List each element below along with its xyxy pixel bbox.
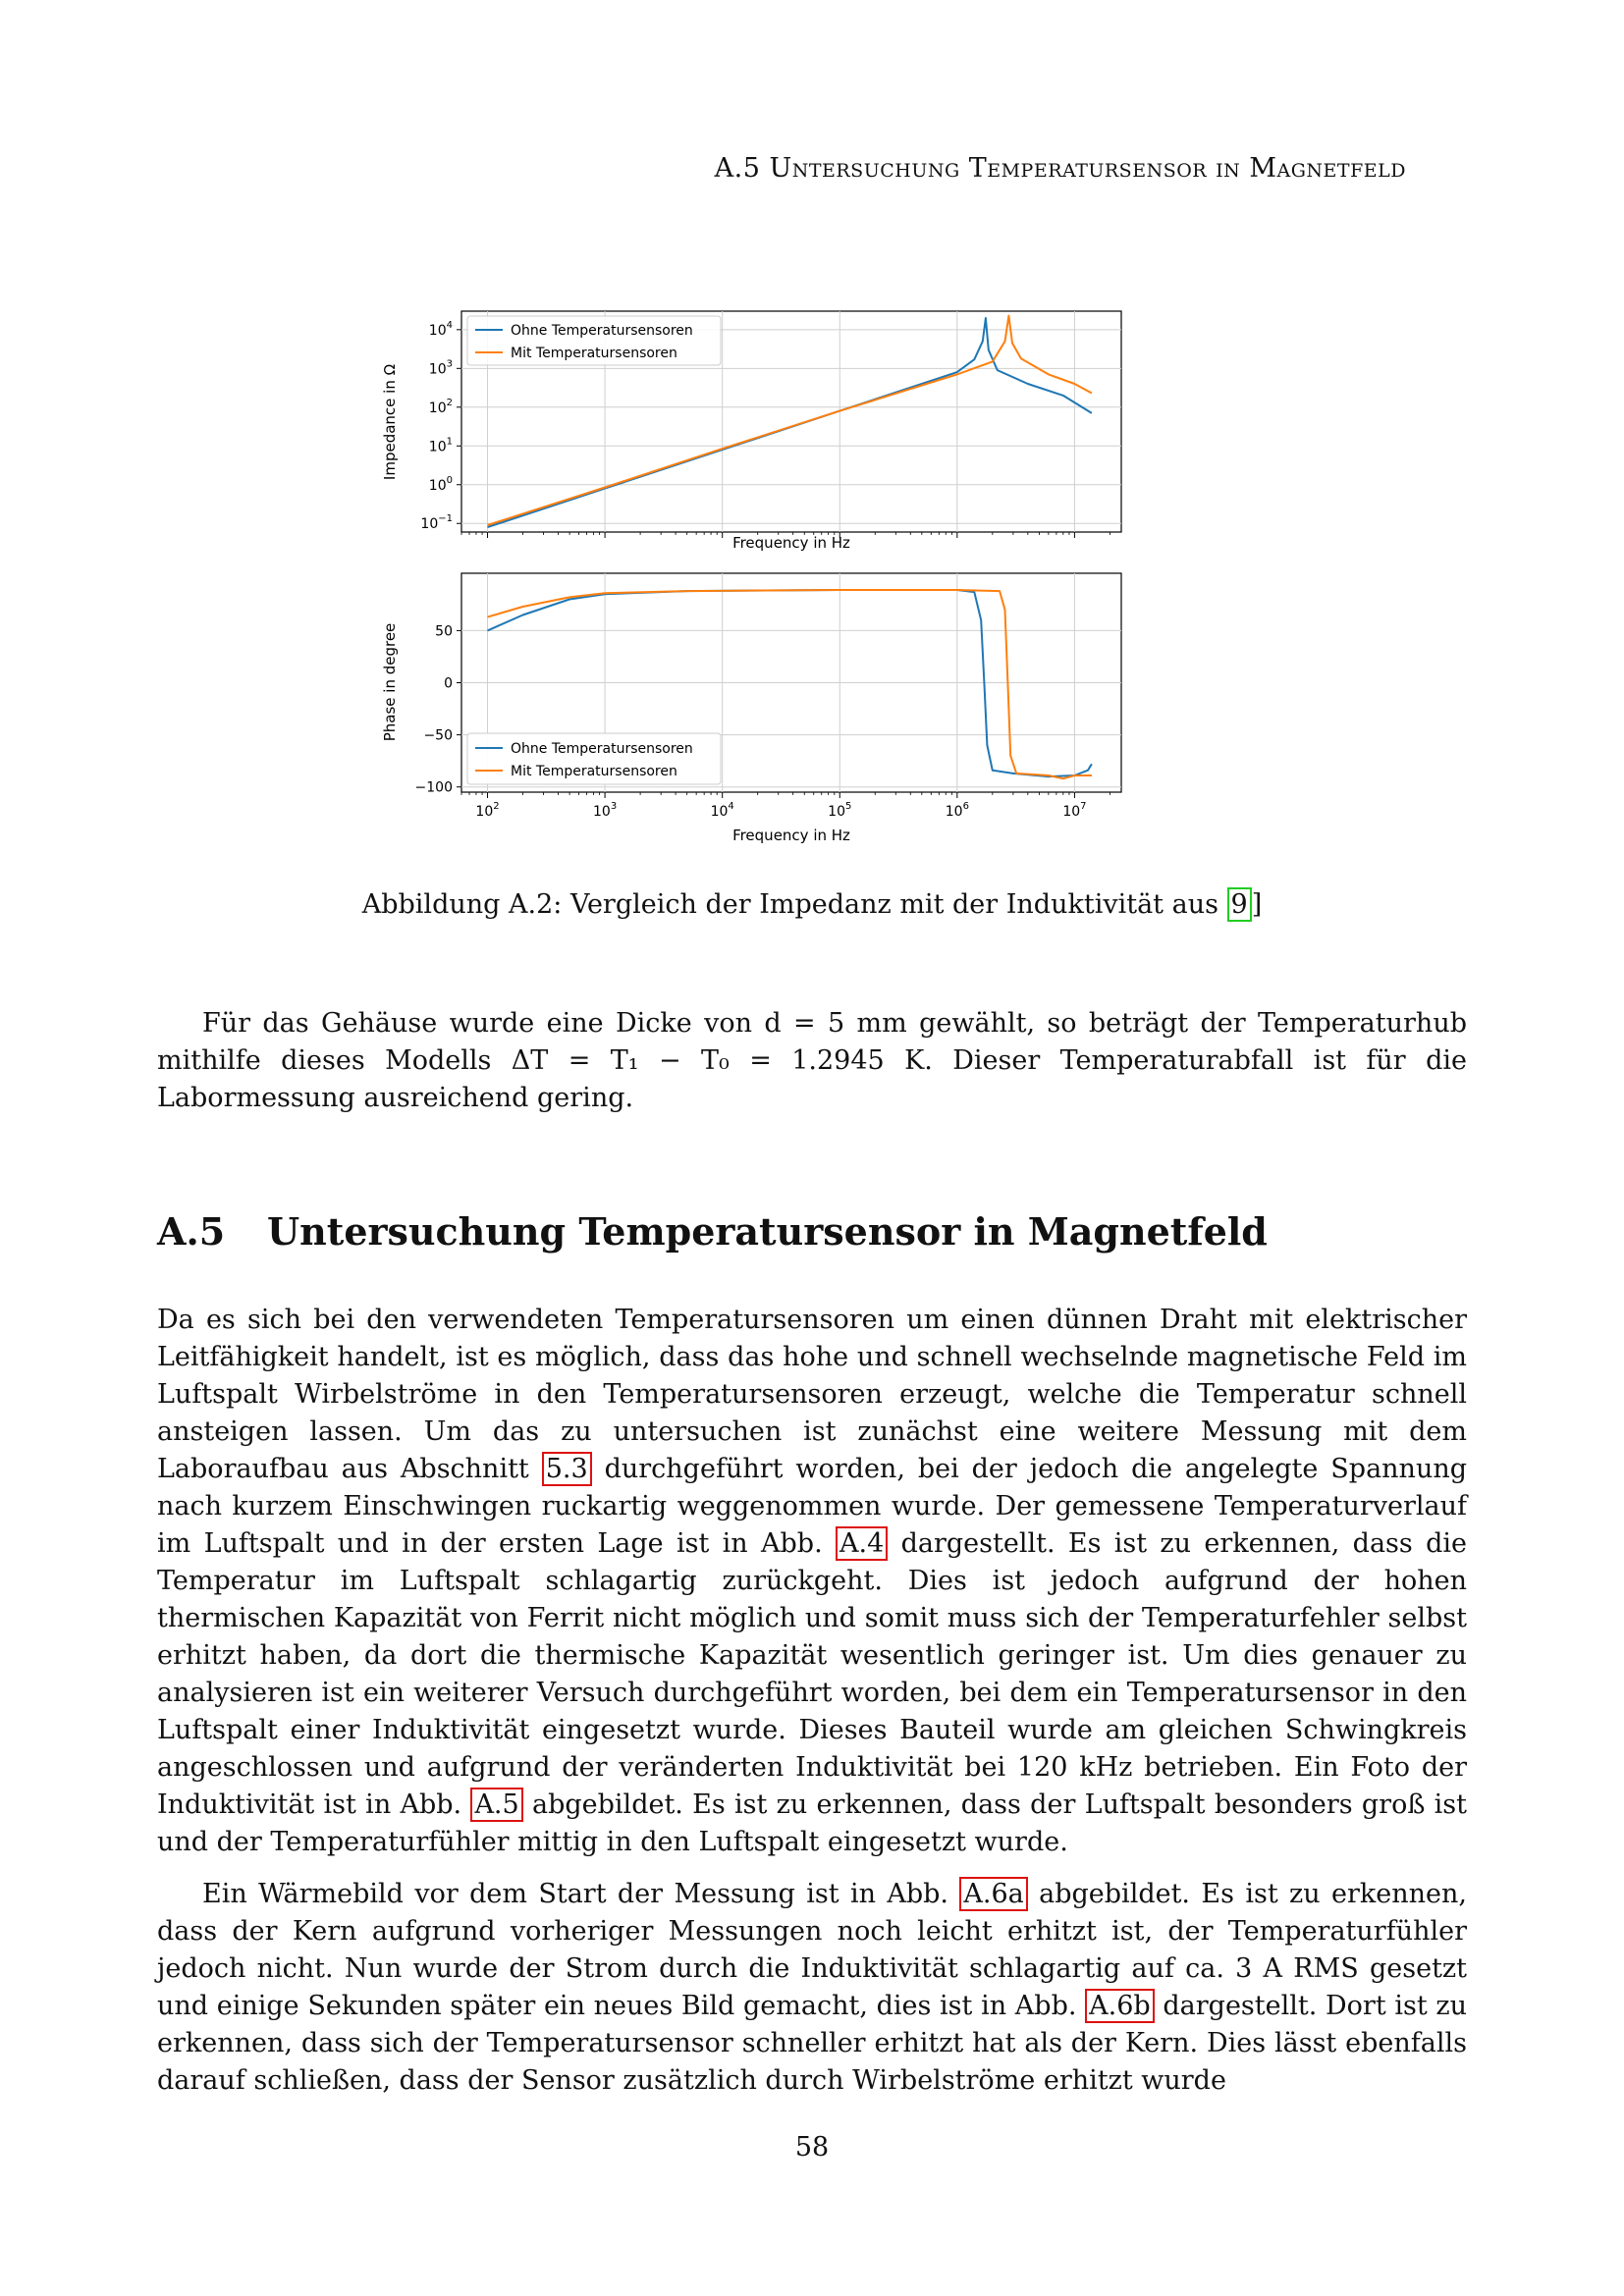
phase-panel [381, 573, 1121, 844]
legend-label-mit: Mit Temperatursensoren [511, 764, 677, 779]
phase-x-tick-label: $10^6$ [945, 801, 969, 820]
text-run: Da es sich bei den verwendeten Temperatursensoren um einen dünnen Draht mit elektrischer Leitfähigkeit handelt, ist es möglich, dass das hohe und schnell wechselnde magnetische Feld im Luftspalt Wirbelströme in den Temperatursensoren erzeugt, welche die Temperatur schnell ansteigen lassen. Um das zu untersuchen ist zunächst eine weitere Messung mit dem Laboraufbau aus Abschnitt [157, 1305, 1467, 1484]
phase-x-tick-label: $10^7$ [1062, 801, 1087, 820]
caption-text: Abbildung A.2: Vergleich der Impedanz mit der Induktivität aus [361, 889, 1227, 920]
impedance-y-tick-label: $10^{-1}$ [420, 513, 453, 533]
phase-legend [467, 733, 721, 784]
bode-plot-svg [367, 299, 1133, 854]
impedance-panel [381, 311, 1121, 552]
ref-link-fig-a5[interactable]: A.5 [470, 1788, 522, 1822]
impedance-ylabel: Impedance in Ω [381, 363, 399, 481]
phase-x-tick-label: $10^3$ [593, 801, 618, 820]
section-heading [157, 1209, 1268, 1254]
impedance-y-ticks [420, 320, 461, 532]
ref-link-fig-a6a[interactable]: A.6a [959, 1877, 1027, 1911]
figure-impedance-phase [367, 299, 1133, 854]
section-title: Untersuchung Temperatursensor in Magnetfeld [267, 1209, 1268, 1254]
legend-label-ohne: Ohne Temperatursensoren [511, 323, 693, 339]
impedance-y-tick-label: $10^3$ [428, 358, 453, 378]
impedance-xlabel: Frequency in Hz [732, 534, 850, 552]
text-run: abgebildet. Es ist zu erkennen, dass der Luftspalt besonders groß ist und der Temperaturfühler mittig in den Luftspalt eingesetzt wurde. [157, 1789, 1468, 1857]
phase-xlabel: Frequency in Hz [732, 827, 850, 844]
text-run: abgebildet. Es ist zu erkennen, dass der Kern aufgrund vorheriger Messungen noch leicht erhitzt ist, der Temperaturfühler jedoch nicht. Nun wurde der Strom durch die Induktivität schlagartig auf ca. 3 A RMS gesetzt und einige Sekunden später ein neues Bild gemacht, dies ist in Abb. [157, 1879, 1467, 2021]
phase-x-tick-label: $10^2$ [475, 801, 500, 820]
text-run: Ein Wärmebild vor dem Start der Messung ist in Abb. [202, 1879, 960, 1909]
phase-ylabel: Phase in degree [381, 622, 399, 742]
paragraph-eddy-currents [157, 1302, 1467, 1861]
phase-y-tick-label: 50 [435, 623, 453, 640]
impedance-y-tick-label: $10^2$ [428, 397, 453, 416]
impedance-y-tick-label: $10^0$ [428, 474, 453, 494]
caption-ref-label: 9 [1230, 889, 1248, 920]
legend-label-ohne: Ohne Temperatursensoren [511, 741, 693, 757]
impedance-legend [467, 316, 721, 365]
page-number: 58 [794, 2132, 830, 2163]
impedance-y-tick-label: $10^1$ [428, 436, 453, 455]
paragraph-thermal-image [157, 1876, 1467, 2100]
phase-y-tick-label: −100 [414, 779, 453, 796]
section-number: A.5 [157, 1209, 226, 1254]
phase-y-ticks [415, 623, 461, 795]
phase-x-ticks [475, 801, 1086, 820]
phase-x-tick-label: $10^4$ [710, 801, 734, 820]
phase-y-tick-label: −50 [423, 727, 453, 744]
text-run: dargestellt. Es ist zu erkennen, dass die Temperatur im Luftspalt schlagartig zurückgeht. Dies ist jedoch aufgrund der hohen thermischen Kapazität von Ferrit nicht möglich und somit muss sich der Temperaturfehler selbst erhitzt haben, da dort die thermische Kapazität wesentlich geringer ist. Um dies genauer zu analysieren ist ein weiterer Versuch durchgeführt worden, bei dem ein Temperatursensor in den Luftspalt einer Induktivität eingesetzt wurde. Dieses Bauteil wurde am gleichen Schwingkreis angeschlossen und aufgrund der veränderten Induktivität bei 120 kHz betrieben. Ein Foto der Induktivität ist in Abb. [157, 1528, 1467, 1820]
phase-x-tick-label: $10^5$ [828, 801, 852, 820]
ref-link-fig-a4[interactable]: A.4 [836, 1526, 888, 1561]
ref-link-fig-a6b[interactable]: A.6b [1085, 1989, 1155, 2023]
ref-link-section-5-3[interactable]: 5.3 [542, 1452, 592, 1486]
text-run: dargestellt. Dort ist zu erkennen, dass sich der Temperatursensor schneller erhitzt hat als der Kern. Dies lässt ebenfalls darauf schließen, dass der Sensor zusätzlich durch Wirbelströme erhitzt wurde [157, 1991, 1467, 2096]
citation-link[interactable] [1227, 887, 1252, 922]
running-head: A.5 Untersuchung Temperatursensor in Magnetfeld [714, 153, 1406, 184]
paragraph-housing: Für das Gehäuse wurde eine Dicke von d = 5 mm gewählt, so beträgt der Temperaturhub mithilfe dieses Modells ΔT = T₁ − T₀ = 1.2945 K. Dieser Temperaturabfall ist für die Labormessung ausreichend gering. [157, 1008, 1467, 1113]
impedance-y-tick-label: $10^4$ [428, 319, 453, 339]
phase-y-tick-label: 0 [444, 675, 453, 692]
caption-suffix: ] [1251, 889, 1263, 920]
figure-caption [157, 889, 1467, 920]
legend-label-mit: Mit Temperatursensoren [511, 346, 677, 361]
text-run: durchgeführt worden, bei der jedoch die angelegte Spannung nach kurzem Einschwingen ruckartig weggenommen wurde. Der gemessene Temperaturverlauf im Luftspalt und in der ersten Lage ist in Abb. [157, 1454, 1468, 1559]
